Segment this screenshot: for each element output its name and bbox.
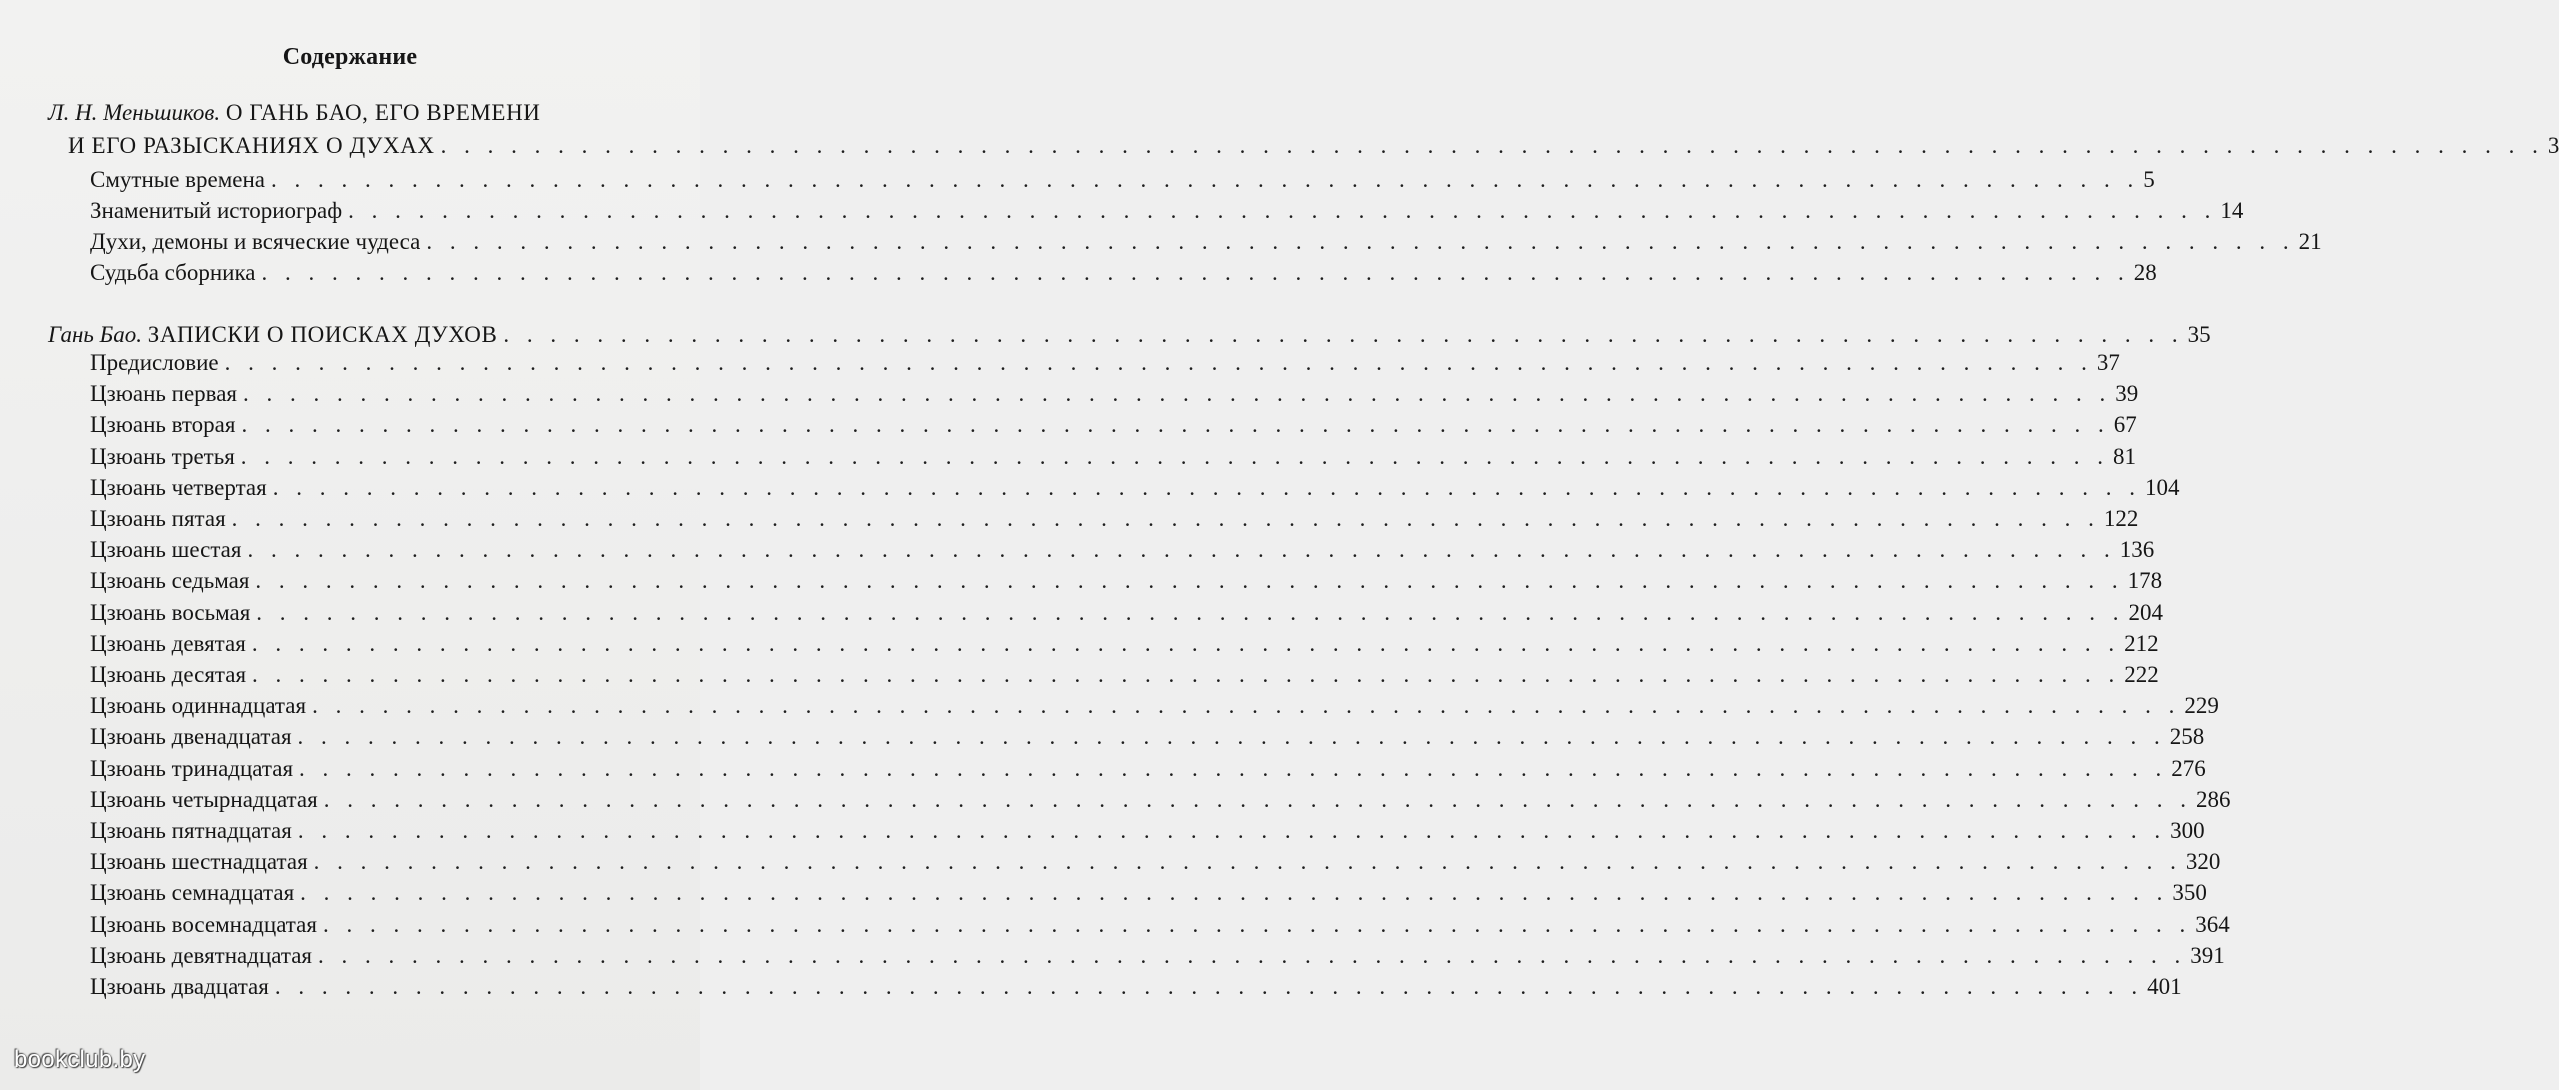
dot-leader: . . . . . . . . . . . . . . . . . . . . . . . . . . . . . . . . . . . . . . . . . . . . . . . . . . . . . . . . . . . . . . . . . . . . . . . . . . . . . . . . bbox=[224, 350, 2093, 375]
section1-page-number: 3 bbox=[2547, 133, 2559, 158]
toc-entry-label: Знаменитый историограф bbox=[90, 198, 343, 223]
dot-leader: . . . . . . . . . . . . . . . . . . . . . . . . . . . . . . . . . . . . . . . . . . . . . . . . . . . . . . . . . . . . . . . . . . . . . . . . . . . . . . . . bbox=[271, 167, 2140, 192]
toc-entry-label: Цзюань третья bbox=[90, 443, 235, 469]
section1-title-line2: И ЕГО РАЗЫСКАНИЯХ О ДУХАХ bbox=[68, 133, 435, 158]
dot-leader: . . . . . . . . . . . . . . . . . . . . . . . . . . . . . . . . . . . . . . . . . . . . . . . . . . . . . . . . . . . . . . . . . . . . . . . . . . . . . . . . bbox=[318, 942, 2187, 968]
toc-entry-page-number: 136 bbox=[2119, 537, 2155, 563]
dot-leader: . . . . . . . . . . . . . . . . . . . . . . . . . . . . . . . . . . . . . . . . . . . . . . . . . . . . . . . . . . . . . . . . . . . . . . . . . . . . . . . . bbox=[255, 568, 2124, 594]
toc-entry bbox=[90, 506, 2139, 532]
dot-leader: . . . . . . . . . . . . . . . . . . . . . . . . . . . . . . . . . . . . . . . . . . . . . . . . . . . . . . . . . . . . . . . . . . . . . . . . . . . . . . . . bbox=[313, 849, 2182, 875]
toc-entry-page-number: 21 bbox=[2298, 229, 2322, 254]
toc-entry-label: Цзюань шестнадцатая bbox=[90, 849, 308, 875]
dot-leader: . . . . . . . . . . . . . . . . . . . . . . . . . . . . . . . . . . . . . . . . . . . . . . . . . . . . . . . . . . . . . . . . . . . . . . . . . . . . . . . . bbox=[300, 880, 2169, 906]
dot-leader: . . . . . . . . . . . . . . . . . . . . . . . . . . . . . . . . . . . . . . . . . . . . . . . . . . . . . . . . . . . . . . . . . . . . . . . . . . . . . . . . bbox=[243, 381, 2112, 407]
toc-entry bbox=[90, 412, 2137, 438]
toc-entry bbox=[90, 198, 2244, 224]
toc-entry bbox=[90, 786, 2231, 813]
toc-entry bbox=[90, 474, 2180, 501]
toc-entry-label: Цзюань двенадцатая bbox=[90, 724, 292, 750]
toc-entry-label: Цзюань восемнадцатая bbox=[90, 911, 317, 937]
toc-entry-label: Смутные времена bbox=[90, 167, 266, 192]
toc-entry-page-number: 350 bbox=[2172, 880, 2207, 906]
toc-entry bbox=[90, 167, 2155, 193]
toc-entry bbox=[90, 599, 2164, 626]
section1-heading-line1 bbox=[48, 100, 541, 126]
toc-entry-page-number: 364 bbox=[2195, 911, 2230, 937]
section2-heading bbox=[48, 322, 2211, 348]
toc-entry bbox=[90, 911, 2230, 938]
toc-entry-page-number: 204 bbox=[2128, 599, 2164, 625]
toc-entry-label: Цзюань пятая bbox=[90, 506, 226, 531]
toc-entry-page-number: 28 bbox=[2133, 260, 2157, 285]
toc-entry-page-number: 222 bbox=[2124, 662, 2159, 687]
toc-entry bbox=[90, 381, 2139, 407]
toc-entry bbox=[90, 537, 2155, 563]
toc-entry-label: Предисловие bbox=[90, 350, 219, 375]
toc-entry-page-number: 122 bbox=[2103, 506, 2139, 531]
toc-entry-page-number: 178 bbox=[2127, 568, 2163, 594]
toc-entry-label: Цзюань десятая bbox=[90, 662, 247, 687]
toc-entry-label: Цзюань первая bbox=[90, 381, 237, 407]
toc-entry bbox=[90, 568, 2163, 594]
toc-entry-label: Цзюань четырнадцатая bbox=[90, 786, 318, 812]
section2-page-number: 35 bbox=[2187, 322, 2211, 347]
toc-entry-page-number: 391 bbox=[2190, 942, 2225, 968]
dot-leader: . . . . . . . . . . . . . . . . . . . . . . . . . . . . . . . . . . . . . . . . . . . . . . . . . . . . . . . . . . . . . . . . . . . . . . . . . . . . . . . . bbox=[297, 724, 2166, 750]
section1-heading-line2 bbox=[68, 133, 2559, 159]
dot-leader: . . . . . . . . . . . . . . . . . . . . . . . . . . . . . . . . . . . . . . . . . . . . . . . . . . . . . . . . . . . . . . . . . . . . . . . . . . . . . . . . . . . . . . . . . . bbox=[440, 133, 2544, 158]
dot-leader: . . . . . . . . . . . . . . . . . . . . . . . . . . . . . . . . . . . . . . . . . . . . . . . . . . . . . . . . . . . . . . . . . . . . . . . . bbox=[503, 322, 2184, 347]
toc-entry bbox=[90, 818, 2205, 844]
toc-entry bbox=[90, 880, 2207, 906]
toc-entry bbox=[90, 630, 2159, 657]
page-title: Содержание bbox=[282, 44, 418, 70]
dot-leader: . . . . . . . . . . . . . . . . . . . . . . . . . . . . . . . . . . . . . . . . . . . . . . . . . . . . . . . . . . . . . . . . . . . . . . . . . . . . . . . . bbox=[240, 443, 2110, 469]
section2-author: Гань Бао. bbox=[48, 322, 142, 347]
toc-entry-label: Цзюань вторая bbox=[90, 412, 236, 438]
toc-entry-page-number: 286 bbox=[2195, 786, 2231, 812]
toc-entry-label: Цзюань семнадцатая bbox=[90, 880, 295, 906]
dot-leader: . . . . . . . . . . . . . . . . . . . . . . . . . . . . . . . . . . . . . . . . . . . . . . . . . . . . . . . . . . . . . . . . . . . . . . . . . . . . . . . . bbox=[261, 260, 2130, 285]
toc-entry-label: Цзюань восьмая bbox=[90, 599, 251, 625]
toc-entry-page-number: 229 bbox=[2184, 693, 2219, 719]
toc-entry-page-number: 401 bbox=[2147, 974, 2182, 999]
toc-entry-label: Судьба сборника bbox=[90, 260, 256, 285]
dot-leader: . . . . . . . . . . . . . . . . . . . . . . . . . . . . . . . . . . . . . . . . . . . . . . . . . . . . . . . . . . . . . . . . . . . . . . . . . . . . . . . . bbox=[241, 412, 2110, 438]
toc-entry-label: Цзюань тринадцатая bbox=[90, 755, 294, 781]
dot-leader: . . . . . . . . . . . . . . . . . . . . . . . . . . . . . . . . . . . . . . . . . . . . . . . . . . . . . . . . . . . . . . . . . . . . . . . . . . . . . . . . bbox=[348, 198, 2217, 223]
toc-entry bbox=[90, 662, 2159, 688]
toc-entry bbox=[90, 974, 2182, 1000]
section2-title: ЗАПИСКИ О ПОИСКАХ ДУХОВ bbox=[147, 322, 498, 347]
toc-entry bbox=[90, 755, 2206, 782]
dot-leader: . . . . . . . . . . . . . . . . . . . . . . . . . . . . . . . . . . . . . . . . . . . . . . . . . . . . . . . . . . . . . . . . . . . . . . . . . . . . . . . . bbox=[274, 974, 2144, 999]
dot-leader: . . . . . . . . . . . . . . . . . . . . . . . . . . . . . . . . . . . . . . . . . . . . . . . . . . . . . . . . . . . . . . . . . . . . . . . . . . . . . . . . bbox=[252, 662, 2121, 687]
dot-leader: . . . . . . . . . . . . . . . . . . . . . . . . . . . . . . . . . . . . . . . . . . . . . . . . . . . . . . . . . . . . . . . . . . . . . . . . . . . . . . . . bbox=[299, 755, 2168, 781]
toc-entry bbox=[90, 229, 2322, 255]
dot-leader: . . . . . . . . . . . . . . . . . . . . . . . . . . . . . . . . . . . . . . . . . . . . . . . . . . . . . . . . . . . . . . . . . . . . . . . . . . . . . . . . bbox=[426, 229, 2295, 254]
toc-entry-label: Цзюань девятая bbox=[90, 630, 246, 656]
dot-leader: . . . . . . . . . . . . . . . . . . . . . . . . . . . . . . . . . . . . . . . . . . . . . . . . . . . . . . . . . . . . . . . . . . . . . . . . . . . . . . . . bbox=[231, 506, 2100, 531]
dot-leader: . . . . . . . . . . . . . . . . . . . . . . . . . . . . . . . . . . . . . . . . . . . . . . . . . . . . . . . . . . . . . . . . . . . . . . . . . . . . . . . . bbox=[323, 786, 2192, 812]
dot-leader: . . . . . . . . . . . . . . . . . . . . . . . . . . . . . . . . . . . . . . . . . . . . . . . . . . . . . . . . . . . . . . . . . . . . . . . . . . . . . . . . bbox=[247, 537, 2116, 563]
toc-entry-label: Цзюань седьмая bbox=[90, 568, 250, 594]
toc-entry-page-number: 258 bbox=[2169, 724, 2205, 750]
dot-leader: . . . . . . . . . . . . . . . . . . . . . . . . . . . . . . . . . . . . . . . . . . . . . . . . . . . . . . . . . . . . . . . . . . . . . . . . . . . . . . . . bbox=[312, 693, 2181, 719]
section1-author: Л. Н. Меньшиков. bbox=[48, 100, 221, 125]
toc-entry-page-number: 320 bbox=[2185, 849, 2221, 875]
dot-leader: . . . . . . . . . . . . . . . . . . . . . . . . . . . . . . . . . . . . . . . . . . . . . . . . . . . . . . . . . . . . . . . . . . . . . . . . . . . . . . . . bbox=[322, 911, 2192, 937]
toc-entry-page-number: 14 bbox=[2220, 198, 2244, 223]
toc-entry-label: Цзюань девятнадцатая bbox=[90, 942, 312, 968]
dot-leader: . . . . . . . . . . . . . . . . . . . . . . . . . . . . . . . . . . . . . . . . . . . . . . . . . . . . . . . . . . . . . . . . . . . . . . . . . . . . . . . . bbox=[251, 630, 2121, 656]
toc-entry-page-number: 39 bbox=[2115, 381, 2139, 407]
toc-entry bbox=[90, 849, 2221, 875]
toc-entry-page-number: 300 bbox=[2170, 818, 2205, 843]
watermark: bookclub.by bbox=[14, 1046, 146, 1073]
toc-entry-page-number: 67 bbox=[2113, 412, 2137, 438]
toc-entry bbox=[90, 693, 2219, 719]
toc-entry bbox=[90, 942, 2225, 969]
toc-entry-label: Цзюань четвертая bbox=[90, 474, 267, 500]
dot-leader: . . . . . . . . . . . . . . . . . . . . . . . . . . . . . . . . . . . . . . . . . . . . . . . . . . . . . . . . . . . . . . . . . . . . . . . . . . . . . . . . bbox=[297, 818, 2167, 843]
dot-leader: . . . . . . . . . . . . . . . . . . . . . . . . . . . . . . . . . . . . . . . . . . . . . . . . . . . . . . . . . . . . . . . . . . . . . . . . . . . . . . . . bbox=[256, 599, 2125, 625]
toc-entry-page-number: 81 bbox=[2113, 443, 2137, 469]
toc-entry bbox=[90, 350, 2120, 376]
toc-entry-page-number: 104 bbox=[2144, 474, 2180, 500]
toc-entry-page-number: 276 bbox=[2171, 755, 2206, 781]
toc-entry-label: Духи, демоны и всяческие чудеса bbox=[90, 229, 421, 254]
toc-entry-page-number: 37 bbox=[2096, 350, 2120, 375]
section1-title-line1: О ГАНЬ БАО, ЕГО ВРЕМЕНИ bbox=[225, 100, 541, 125]
toc-entry bbox=[90, 443, 2137, 470]
toc-entry-label: Цзюань двадцатая bbox=[90, 974, 269, 999]
toc-entry bbox=[90, 724, 2205, 750]
toc-entry-label: Цзюань одиннадцатая bbox=[90, 693, 307, 719]
toc-entry-page-number: 212 bbox=[2124, 630, 2159, 656]
toc-entry-label: Цзюань пятнадцатая bbox=[90, 818, 292, 843]
dot-leader: . . . . . . . . . . . . . . . . . . . . . . . . . . . . . . . . . . . . . . . . . . . . . . . . . . . . . . . . . . . . . . . . . . . . . . . . . . . . . . . . bbox=[272, 474, 2141, 500]
toc-entry-page-number: 5 bbox=[2143, 167, 2155, 192]
toc-entry-label: Цзюань шестая bbox=[90, 537, 242, 563]
toc-entry bbox=[90, 260, 2157, 286]
